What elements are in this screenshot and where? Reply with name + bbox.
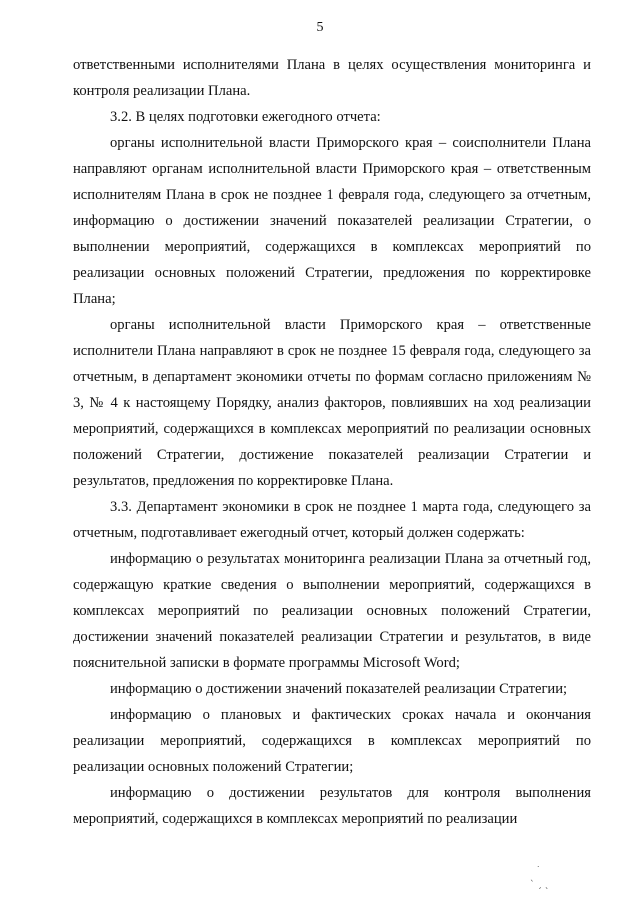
paragraph: ответственными исполнителями Плана в целях осуществления мониторинга и контроля реализации Плана. [73, 57, 591, 99]
paragraph: органы исполнительной власти Приморского края – соисполнители Плана направляют органам исполнительной власти Приморского края – ответственным исполнителям Плана в срок не позднее 1 февраля года, следующего за отчетным, информацию о достижении значений показателей реализации Стратегии, о выполнении мероприятий, содержащихся в комплексах мероприятий по реализации основных положений Стратегии, предложения по корректировке Плана; [73, 135, 591, 307]
list-item: информацию о достижении значений показателей реализации Стратегии; [110, 681, 568, 697]
page-number: 5 [316, 20, 324, 35]
paragraph: органы исполнительной власти Приморского края – ответственные исполнители Плана направляют в срок не позднее 15 февраля года, следующего за отчетным, в департамент экономики отчеты по формам согласно приложениям № 3, № 4 к настоящему Порядку, анализ факторов, повлиявших на ход реализации мероприятий, содержащихся в комплексах мероприятий по реализации основных положений Стратегии, достижение показателей реализации Стратегии и результатов, предложения по корректировке Плана. [73, 317, 591, 489]
list-item: информацию о достижении результатов для контроля выполнения мероприятий, содержащихся в комплексах мероприятий по реализации [73, 785, 591, 827]
section-3-2-heading: 3.2. В целях подготовки ежегодного отчета: [110, 109, 381, 125]
scan-artifact-mark: ˋ ˏ ˎ [530, 880, 550, 890]
list-item: информацию о результатах мониторинга реализации Плана за отчетный год, содержащую краткие сведения о выполнении мероприятий, содержащихся в комплексах мероприятий по реализации основных положений Стратегии, достижении значений показателей реализации Стратегии и результатов, в виде пояснительной записки в формате программы Microsoft Word; [73, 551, 591, 671]
scan-artifact-mark: ˙ [536, 866, 541, 876]
section-3-3-paragraph: 3.3. Департамент экономики в срок не позднее 1 марта года, следующего за отчетным, подготавливает ежегодный отчет, который должен содержать: [73, 499, 591, 541]
list-item: информацию о плановых и фактических сроках начала и окончания реализации мероприятий, содержащихся в комплексах мероприятий по реализации основных положений Стратегии; [73, 707, 591, 775]
document-body [73, 52, 591, 832]
